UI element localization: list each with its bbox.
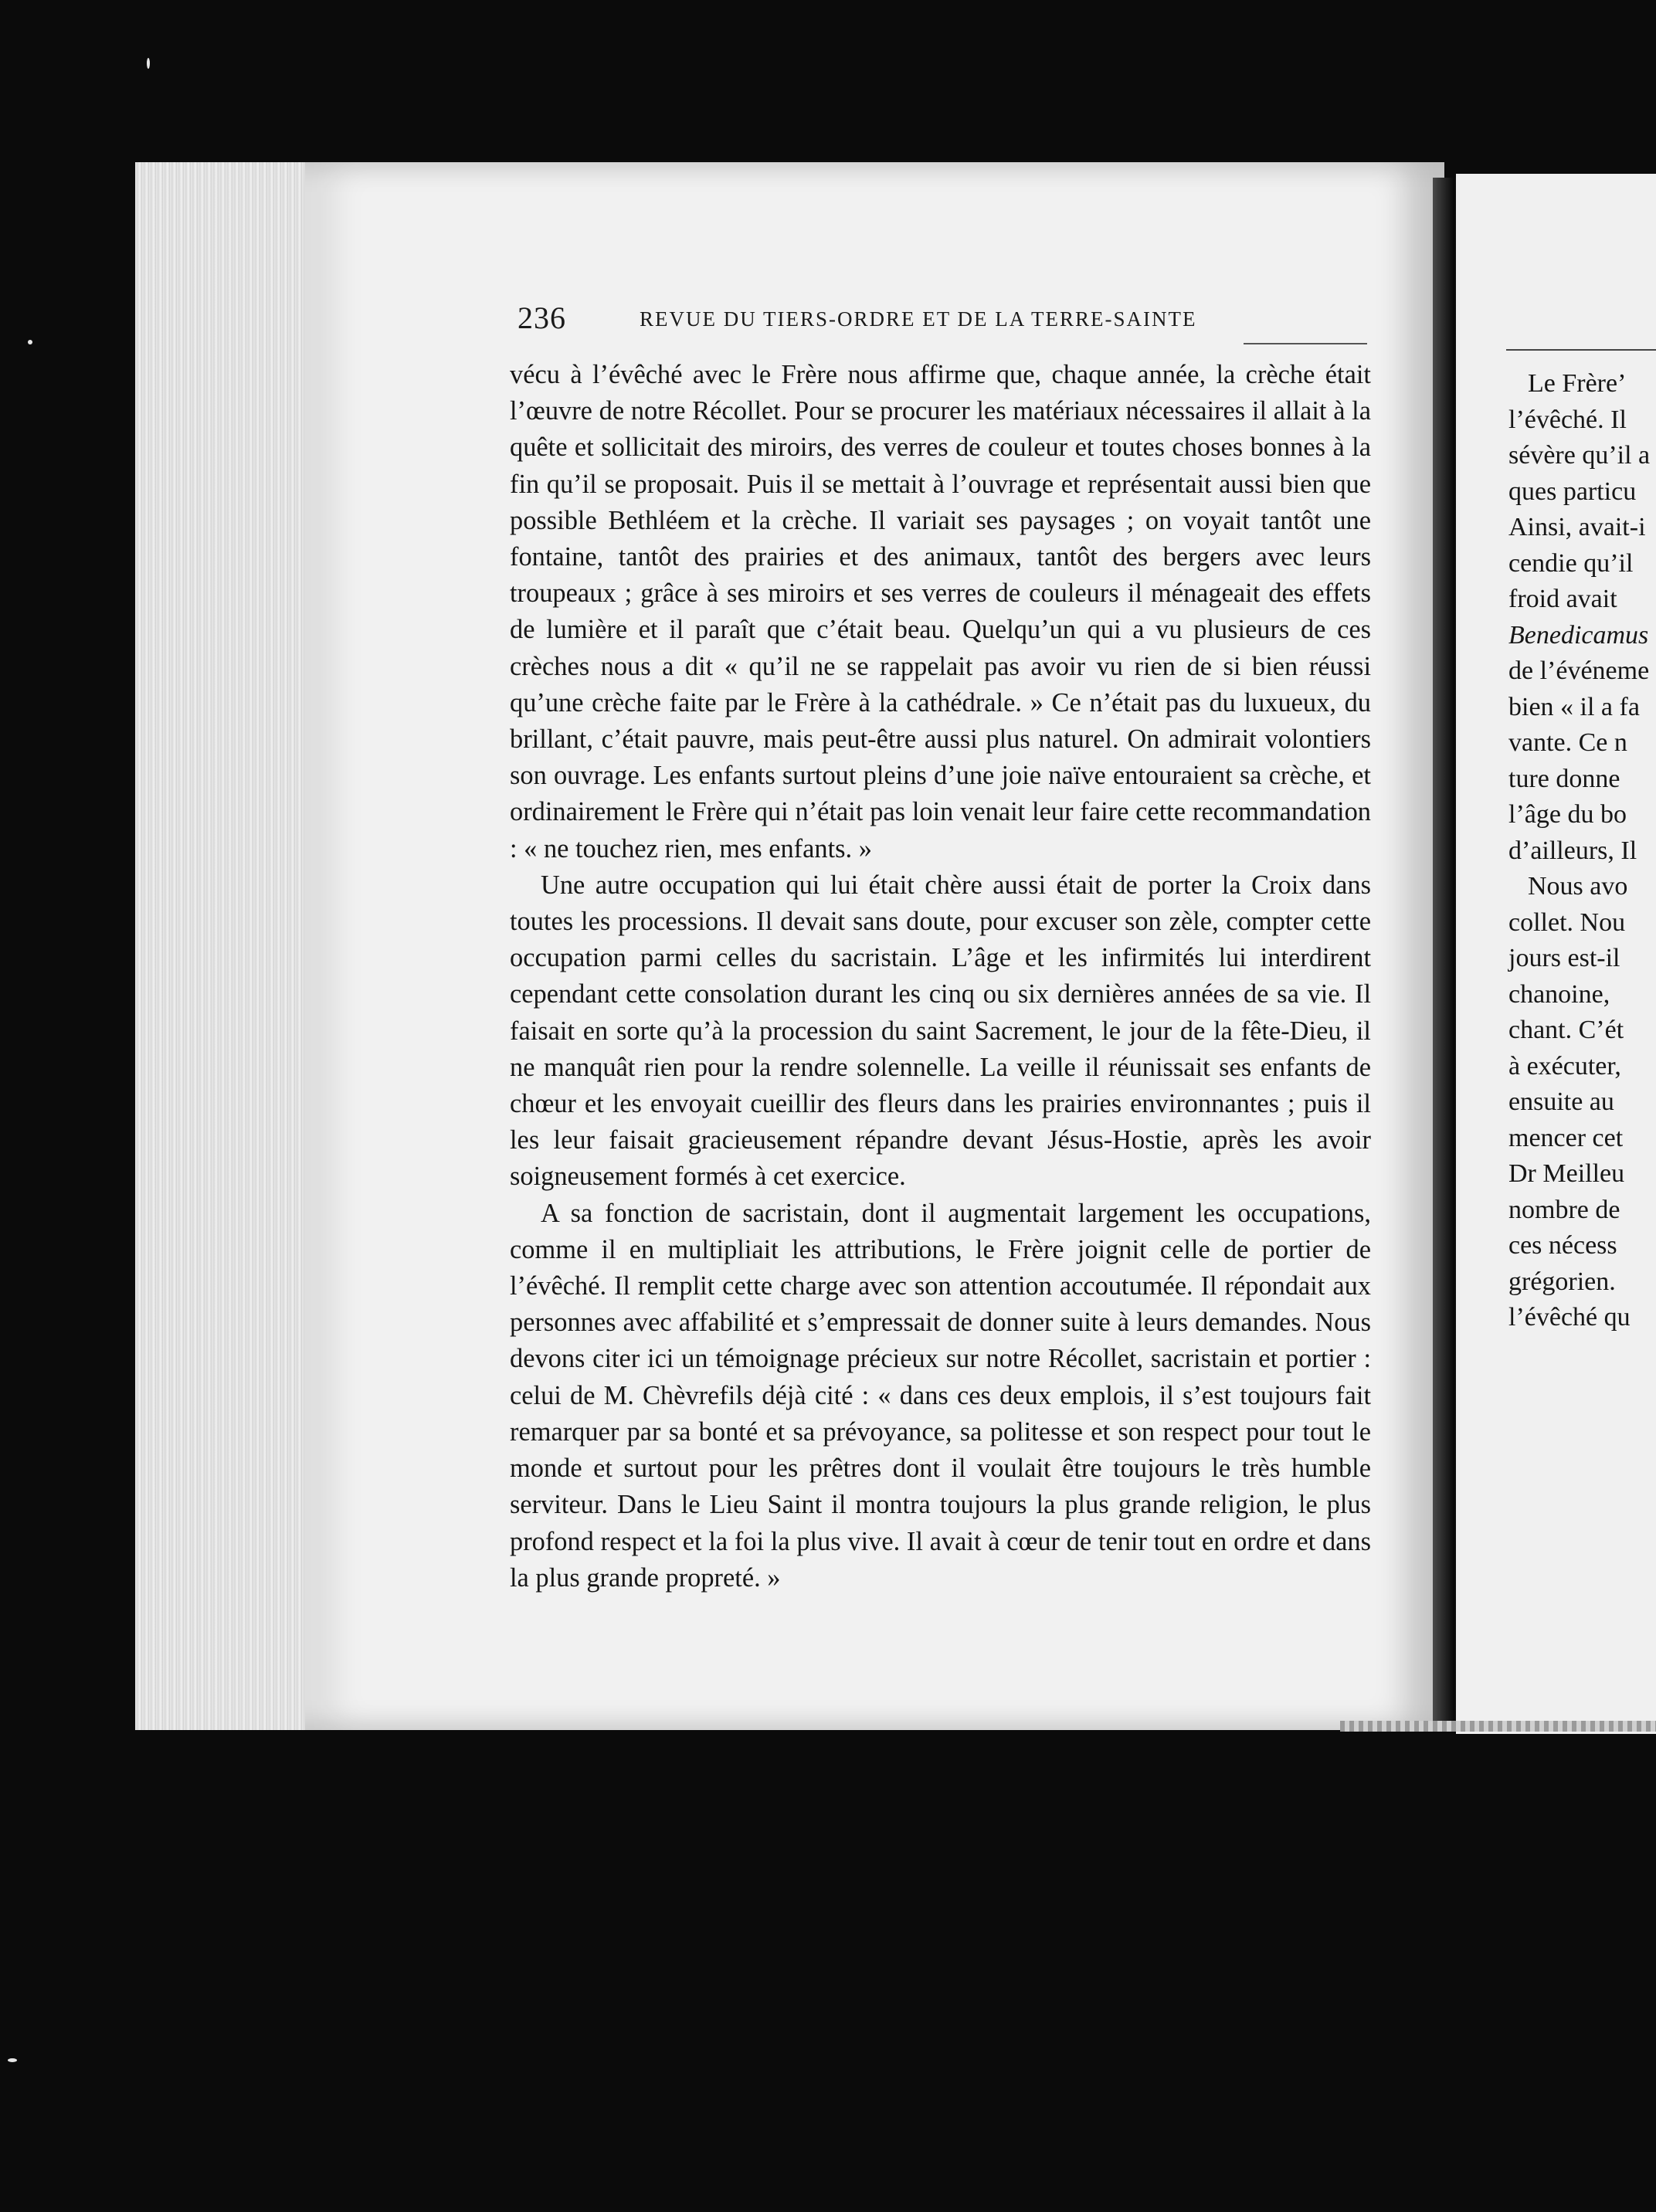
text-line: jours est-il <box>1508 944 1620 972</box>
text-line: collet. Nou <box>1508 908 1626 937</box>
page-bottom-edge <box>1340 1721 1656 1732</box>
text-line: vante. Ce n <box>1508 728 1627 757</box>
text-line: Dr Meilleu <box>1508 1159 1625 1188</box>
text-line: d’ailleurs, Il <box>1508 836 1637 865</box>
text-line: Ainsi, avait-i <box>1508 513 1646 541</box>
page-number: 236 <box>518 300 566 335</box>
text-line: l’âge du bo <box>1508 800 1627 829</box>
header-rule <box>1244 343 1367 344</box>
paragraph: A sa fonction de sacristain, dont il augmentait largement les occupations, comme il en multipliait les attributions, le Frère joignit celle de portier de l’évêché. Il remplit cette charge avec son attention accoutumée. Il répondait aux personnes avec affabilité et s’empressait de donner suite à leurs demandes. Nous devons citer ici un témoignage précieux sur notre Récollet, sacristain et portier : celui de M. Chèvrefils déjà cité : « dans ces deux emplois, il s’est toujours fait remarquer par sa bonté et sa prévoyance, sa politesse et son respect pour tout le monde et surtout pour les prêtres dont il voulait être toujours le très humble serviteur. Dans le Lieu Saint il montra toujours la plus grande religion, le plus profond respect et la foi la plus vive. Il avait à cœur de tenir tout en ordre et dans la plus grande propreté. » <box>510 1198 1371 1593</box>
text-line: l’évêché qu <box>1508 1303 1631 1332</box>
text-line: sévère qu’il a <box>1508 441 1651 470</box>
text-line: chanoine, <box>1508 979 1610 1009</box>
right-header-rule <box>1506 349 1656 351</box>
paragraph: Une autre occupation qui lui était chère aussi était de porter la Croix dans toutes les processions. Il devait sans doute, pour excuser son zèle, compter cette occupation parmi celles du sacristain. L’âge et les infirmités lui interdirent cependant cette consolation durant les cinq ou six dernières années de sa vie. Il faisait en sorte qu’à la procession du saint Sacrement, le jour de la fête-Dieu, il ne manquât rien pour la rendre solennelle. La veille il réunissait ses enfants de chœur et les envoyait cueillir des fleurs dans les prairies environnantes ; puis il les leur faisait gracieusement répandre devant Jésus-Hostie, après les avoir soigneusement formés à cet exercice. <box>510 870 1371 1192</box>
text-line: mencer cet <box>1508 1123 1624 1152</box>
text-line: à exécuter, <box>1508 1051 1621 1081</box>
text-line: froid avait <box>1508 585 1617 613</box>
dust-speck <box>8 2058 17 2062</box>
text-line: Le Frère’ <box>1528 369 1627 398</box>
dust-speck <box>28 340 32 344</box>
page-header <box>518 300 1367 338</box>
running-title: REVUE DU TIERS-ORDRE ET DE LA TERRE-SAINTE <box>640 307 1197 331</box>
text-line: chant. C’ét <box>1508 1016 1624 1044</box>
text-line: ture donne <box>1508 764 1620 793</box>
text-line: ensuite au <box>1508 1087 1614 1116</box>
body-text <box>510 357 1371 1596</box>
right-page-text <box>1508 366 1656 1336</box>
text-line: ques particu <box>1508 477 1637 506</box>
text-line: l’évêché. Il <box>1508 405 1627 434</box>
text-line: ces nécess <box>1508 1231 1617 1260</box>
text-line: grégorien. <box>1508 1267 1616 1296</box>
text-line: de l’événeme <box>1508 656 1650 685</box>
text-line: Nous avo <box>1528 872 1628 901</box>
text-line: bien « il a fa <box>1508 692 1640 721</box>
text-line: Benedicamus <box>1508 620 1649 650</box>
dust-speck <box>147 58 150 69</box>
paragraph: vécu à l’évêché avec le Frère nous affirme que, chaque année, la crèche était l’œuvre de notre Récollet. Pour se procurer les matériaux nécessaires il allait à la quête et sollicitait des miroirs, des verres de couleur et toutes choses bonnes à la fin qu’il se proposait. Puis il se mettait à l’ouvrage et représentait aussi bien que possible Bethléem et la crèche. Il variait ses paysages ; on voyait tantôt une fontaine, tantôt des prairies et des animaux, tantôt des bergers avec leurs troupeaux ; grâce à ses miroirs et ses verres de couleurs il ménageait des effets de lumière et il paraît que c’était beau. Quelqu’un qui a vu plusieurs de ces crèches nous a dit « qu’il ne se rappelait pas avoir vu rien de si bien réussi qu’une crèche faite par le Frère à la cathédrale. » Ce n’était pas du luxueux, du brillant, c’était pauvre, mais peut-être aussi plus naturel. On admirait volontiers son ouvrage. Les enfants surtout pleins d’une joie naïve entouraient sa crèche, et ordinairement le Frère qui n’était pas loin venait leur faire cette recommandation : « ne touchez rien, mes enfants. » <box>510 360 1371 863</box>
text-line: cendie qu’il <box>1508 548 1634 578</box>
text-line: nombre de <box>1508 1195 1620 1224</box>
